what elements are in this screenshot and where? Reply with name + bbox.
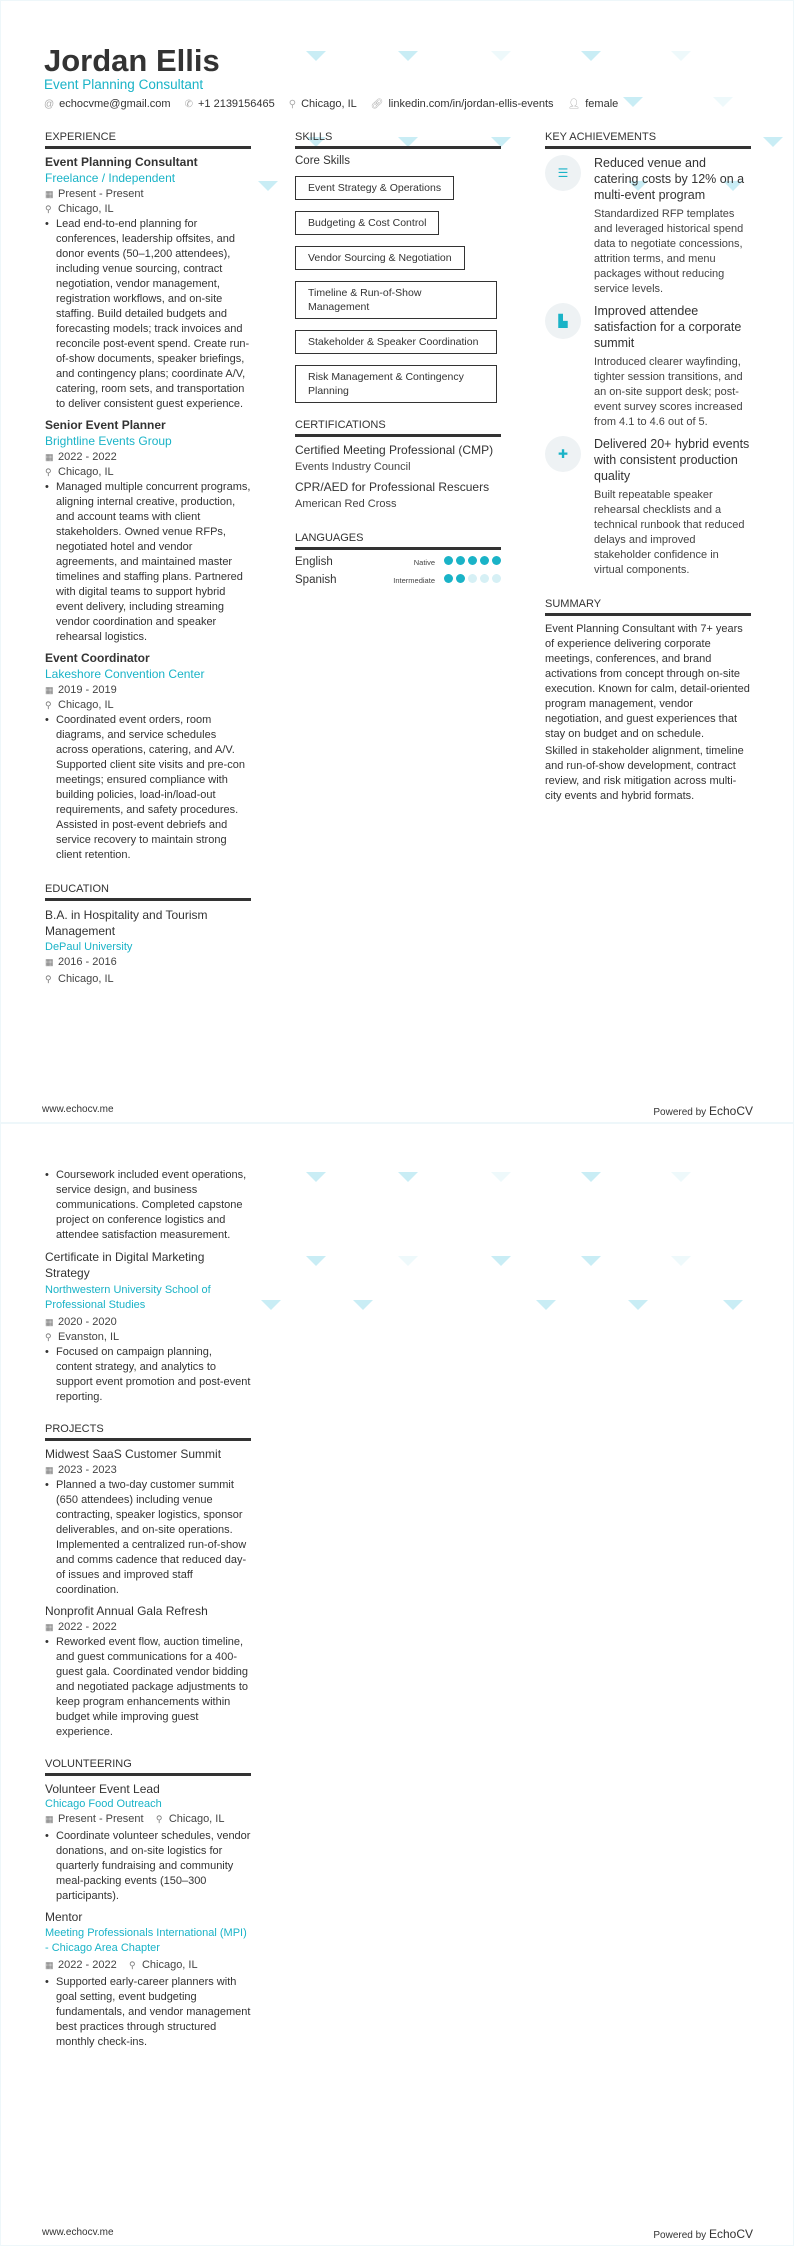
volunteer-role: Volunteer Event Lead bbox=[45, 1782, 160, 1796]
job-org: Lakeshore Convention Center bbox=[45, 667, 205, 681]
section-heading-achievements: KEY ACHIEVEMENTS bbox=[545, 131, 751, 149]
job-dates: 2022 - 2022 bbox=[58, 451, 117, 463]
skill-chip: Vendor Sourcing & Negotiation bbox=[295, 246, 465, 270]
location-icon: ⚲ bbox=[155, 1814, 163, 1824]
education-entry bbox=[45, 907, 251, 985]
volunteer-org: Chicago Food Outreach bbox=[45, 1798, 162, 1810]
section-heading-skills: SKILLS bbox=[295, 131, 501, 149]
candidate-name: Jordan Ellis bbox=[44, 43, 220, 78]
rating-dot-filled bbox=[456, 556, 465, 565]
job-dates: Present - Present bbox=[58, 188, 144, 200]
language-row bbox=[295, 556, 501, 568]
skill-chip: Risk Management & Contingency Planning bbox=[295, 365, 497, 403]
achievement-title: Delivered 20+ hybrid events with consistent production quality bbox=[594, 437, 750, 483]
cert-name: Certified Meeting Professional (CMP) bbox=[295, 443, 494, 457]
language-name: Spanish bbox=[295, 574, 337, 586]
location-icon: ⚲ bbox=[128, 1960, 136, 1970]
edu-dates: 2020 - 2020 bbox=[58, 1316, 117, 1328]
summary-paragraph: Skilled in stakeholder alignment, timeline and run-of-show development, contract review, and risk mitigation across multi-city events and hybrid formats. bbox=[545, 745, 744, 802]
page2-column bbox=[45, 1166, 251, 2050]
job-role: Event Coordinator bbox=[45, 651, 150, 665]
rating-dot-empty bbox=[468, 574, 477, 583]
project-entry bbox=[45, 1604, 251, 1740]
project-dates: 2022 - 2022 bbox=[58, 1621, 117, 1633]
location-text: Chicago, IL bbox=[301, 98, 357, 110]
volunteer-location: Chicago, IL bbox=[141, 1959, 198, 1971]
cert-issuer: Events Industry Council bbox=[295, 461, 411, 473]
skill-chip: Stakeholder & Speaker Coordination bbox=[295, 330, 497, 354]
document-plus-icon: ✚ bbox=[545, 436, 581, 472]
skill-chip: Budgeting & Cost Control bbox=[295, 211, 439, 235]
calendar-icon: ▦ bbox=[45, 452, 54, 462]
job-bullet: • Coordinated event orders, room diagrams, and service schedules across operations, catering, and A/V. Supported client site visits and pre-con meetings; ensured compliance with building policies, load-in/load-out requirements, and safety procedures. Assisted in post-event debriefs and service recovery to maintain strong client retention. bbox=[45, 713, 251, 863]
language-level: Native bbox=[413, 557, 435, 567]
resume-page-2 bbox=[0, 1123, 794, 2246]
project-entry bbox=[45, 1447, 251, 1598]
gender-text: female bbox=[585, 98, 619, 110]
volunteer-entry bbox=[45, 1910, 251, 2050]
achievement-item bbox=[545, 436, 751, 578]
job-dates: 2019 - 2019 bbox=[58, 684, 117, 696]
location-icon: ⚲ bbox=[45, 467, 52, 477]
edu-location: Chicago, IL bbox=[58, 973, 114, 985]
calendar-icon: ▦ bbox=[45, 189, 54, 199]
achievement-desc: Standardized RFP templates and leveraged historical spend data to negotiate concessions, attrition terms, and menu packages without reducing service levels. bbox=[594, 208, 744, 295]
volunteer-bullet: • Supported early-career planners with goal setting, event budgeting fundamentals, and vendor management best practices through structured monthly check-ins. bbox=[45, 1975, 251, 2050]
edu-dates: 2016 - 2016 bbox=[58, 956, 117, 968]
skill-group-title: Core Skills bbox=[295, 155, 350, 167]
project-dates: 2023 - 2023 bbox=[58, 1464, 117, 1476]
experience-column bbox=[45, 131, 251, 985]
contact-gender bbox=[568, 98, 619, 110]
achievement-title: Improved attendee satisfaction for a corporate summit bbox=[594, 304, 742, 350]
person-icon: 👤︎ bbox=[567, 99, 581, 110]
phone-icon: ✆ bbox=[184, 99, 193, 110]
calendar-icon: ▦ bbox=[45, 1317, 54, 1327]
experience-entry bbox=[45, 418, 251, 645]
location-icon: ⚲ bbox=[45, 1332, 52, 1342]
language-name: English bbox=[295, 556, 333, 568]
job-role: Event Planning Consultant bbox=[45, 155, 198, 169]
rating-dot-filled bbox=[444, 574, 453, 583]
volunteer-role: Mentor bbox=[45, 1910, 83, 1924]
footer-powered-by[interactable] bbox=[653, 1104, 753, 1118]
email-icon: @ bbox=[44, 99, 55, 110]
achievement-title: Reduced venue and catering costs by 12% on a multi-event program bbox=[594, 156, 745, 202]
skills-column bbox=[295, 131, 501, 586]
job-role: Senior Event Planner bbox=[45, 418, 166, 432]
job-org: Brightline Events Group bbox=[45, 434, 172, 448]
section-heading-experience: EXPERIENCE bbox=[45, 131, 251, 149]
powered-label: Powered by bbox=[653, 2230, 707, 2241]
degree: Certificate in Digital Marketing Strategy bbox=[45, 1250, 205, 1280]
rating-dot-filled bbox=[468, 556, 477, 565]
contact-bar bbox=[44, 98, 618, 110]
link-icon: 🔗︎ bbox=[370, 99, 384, 110]
school: Northwestern University School of Professional Studies bbox=[45, 1284, 211, 1311]
section-heading-summary: SUMMARY bbox=[545, 598, 751, 616]
language-level: Intermediate bbox=[393, 575, 435, 585]
footer-website-link[interactable]: www.echocv.me bbox=[42, 2227, 114, 2238]
calendar-icon: ▦ bbox=[45, 957, 54, 967]
contact-linkedin[interactable] bbox=[371, 98, 554, 110]
location-icon: ⚲ bbox=[45, 204, 52, 214]
contact-email[interactable] bbox=[44, 98, 171, 110]
rating-dot-filled bbox=[492, 556, 501, 565]
job-location: Chicago, IL bbox=[58, 466, 114, 478]
rating-dot-filled bbox=[480, 556, 489, 565]
achievement-item bbox=[545, 303, 751, 430]
edu-location: Evanston, IL bbox=[58, 1331, 120, 1343]
job-org: Freelance / Independent bbox=[45, 171, 176, 185]
cert-issuer: American Red Cross bbox=[295, 498, 397, 510]
education-entry bbox=[45, 1249, 251, 1405]
rating-dot-filled bbox=[456, 574, 465, 583]
section-heading-projects: PROJECTS bbox=[45, 1423, 251, 1441]
degree: B.A. in Hospitality and Tourism Management bbox=[45, 908, 208, 938]
calendar-icon: ▦ bbox=[45, 1960, 54, 1970]
contact-phone[interactable] bbox=[185, 98, 275, 110]
section-heading-certifications: CERTIFICATIONS bbox=[295, 419, 501, 437]
footer-powered-by[interactable] bbox=[653, 2227, 753, 2241]
volunteer-org: Meeting Professionals International (MPI) - Chicago Area Chapter bbox=[45, 1927, 247, 1954]
powered-label: Powered by bbox=[653, 1107, 707, 1118]
linkedin-text: linkedin.com/in/jordan-ellis-events bbox=[388, 98, 554, 110]
calendar-icon: ▦ bbox=[45, 1622, 54, 1632]
volunteer-dates: Present - Present bbox=[58, 1813, 144, 1825]
location-icon: ⚲ bbox=[288, 99, 297, 110]
volunteer-bullet: • Coordinate volunteer schedules, vendor donations, and on-site logistics for quarterly fundraising and community meal-packing events (150–300 participants). bbox=[45, 1829, 251, 1904]
email-text: echocvme@gmail.com bbox=[59, 98, 171, 110]
project-bullet: • Reworked event flow, auction timeline, and guest communications for a 400-guest gala. Coordinated vendor bidding and negotiated package adjustments to keep program enhancements within budget while improving guest experience. bbox=[45, 1635, 251, 1740]
project-name: Midwest SaaS Customer Summit bbox=[45, 1447, 222, 1461]
experience-entry bbox=[45, 155, 251, 412]
project-bullet: • Planned a two-day customer summit (650 attendees) including venue contracting, speaker logistics, sponsor deliverables, and on-site operations. Implemented a centralized run-of-show and comms cadence that reduced day-of issues and improved staff coordination. bbox=[45, 1478, 251, 1598]
experience-entry bbox=[45, 651, 251, 863]
edu-bullet: • Focused on campaign planning, content strategy, and analytics to support event promotion and post-event reporting. bbox=[45, 1345, 251, 1405]
calendar-icon: ▦ bbox=[45, 1465, 54, 1475]
achievement-desc: Built repeatable speaker rehearsal checklists and a technical runbook that reduced delays and improved stakeholder confidence in virtual components. bbox=[594, 489, 745, 576]
document-icon: ▙ bbox=[545, 303, 581, 339]
rating-dot-empty bbox=[492, 574, 501, 583]
job-location: Chicago, IL bbox=[58, 699, 114, 711]
brand-name: EchoCV bbox=[708, 2227, 753, 2241]
calendar-icon: ▦ bbox=[45, 685, 54, 695]
section-heading-volunteering: VOLUNTEERING bbox=[45, 1758, 251, 1776]
skill-chip: Timeline & Run-of-Show Management bbox=[295, 281, 497, 319]
phone-text: +1 2139156465 bbox=[197, 98, 275, 110]
school: DePaul University bbox=[45, 941, 133, 953]
skill-chip: Event Strategy & Operations bbox=[295, 176, 454, 200]
rating-dot-filled bbox=[444, 556, 453, 565]
section-heading-languages: LANGUAGES bbox=[295, 532, 501, 550]
language-row bbox=[295, 574, 501, 586]
location-icon: ⚲ bbox=[45, 700, 52, 710]
contact-location bbox=[289, 98, 357, 110]
candidate-title: Event Planning Consultant bbox=[44, 77, 204, 92]
footer-website-link[interactable]: www.echocv.me bbox=[42, 1104, 114, 1115]
volunteer-entry bbox=[45, 1782, 251, 1904]
language-rating bbox=[441, 574, 501, 586]
job-bullet: • Managed multiple concurrent programs, aligning internal creative, production, and account teams with client stakeholders. Owned venue RFPs, negotiated hotel and vendor agreements, and maintained master timelines and staffing plans. Partnered with digital teams to support hybrid event delivery, including streaming vendor coordination and speaker rehearsal logistics. bbox=[45, 480, 251, 645]
calendar-icon: ▦ bbox=[45, 1814, 54, 1824]
achievements-column bbox=[545, 131, 751, 806]
achievement-desc: Introduced clearer wayfinding, tighter session transitions, and an on-site support desk; post-event survey scores increased from 4.1 to 4.6 out of 5. bbox=[594, 356, 743, 428]
rating-dot-empty bbox=[480, 574, 489, 583]
section-heading-education: EDUCATION bbox=[45, 883, 251, 901]
lines-icon: ☰ bbox=[545, 155, 581, 191]
edu-bullet: • Coursework included event operations, service design, and business communications. Completed capstone project on conference logistics and attendee satisfaction measurement. bbox=[45, 1168, 251, 1243]
summary-paragraph: Event Planning Consultant with 7+ years of experience delivering corporate meetings, conferences, and brand activations from concept through on-site execution. Known for calm, detail-oriented program management, vendor negotiation, and guest experiences that stay on budget and on schedule. bbox=[545, 623, 750, 740]
achievement-item bbox=[545, 155, 751, 297]
language-rating bbox=[441, 556, 501, 568]
volunteer-dates: 2022 - 2022 bbox=[58, 1959, 117, 1971]
project-name: Nonprofit Annual Gala Refresh bbox=[45, 1604, 208, 1618]
job-bullet: • Lead end-to-end planning for conferences, leadership offsites, and donor events (50–1,200 attendees), including venue sourcing, contract negotiation, vendor management, registration workflows, and on-site staffing. Build detailed budgets and forecasting models; track invoices and reconcile post-event spend. Create run-of-show documents, speaker briefings, and contingency plans; coordinate A/V, catering, room sets, and transportation to deliver consistent guest experience. bbox=[45, 217, 251, 412]
location-icon: ⚲ bbox=[45, 974, 52, 984]
cert-name: CPR/AED for Professional Rescuers bbox=[295, 480, 490, 494]
volunteer-location: Chicago, IL bbox=[168, 1813, 225, 1825]
brand-name: EchoCV bbox=[708, 1104, 753, 1118]
job-location: Chicago, IL bbox=[58, 203, 114, 215]
